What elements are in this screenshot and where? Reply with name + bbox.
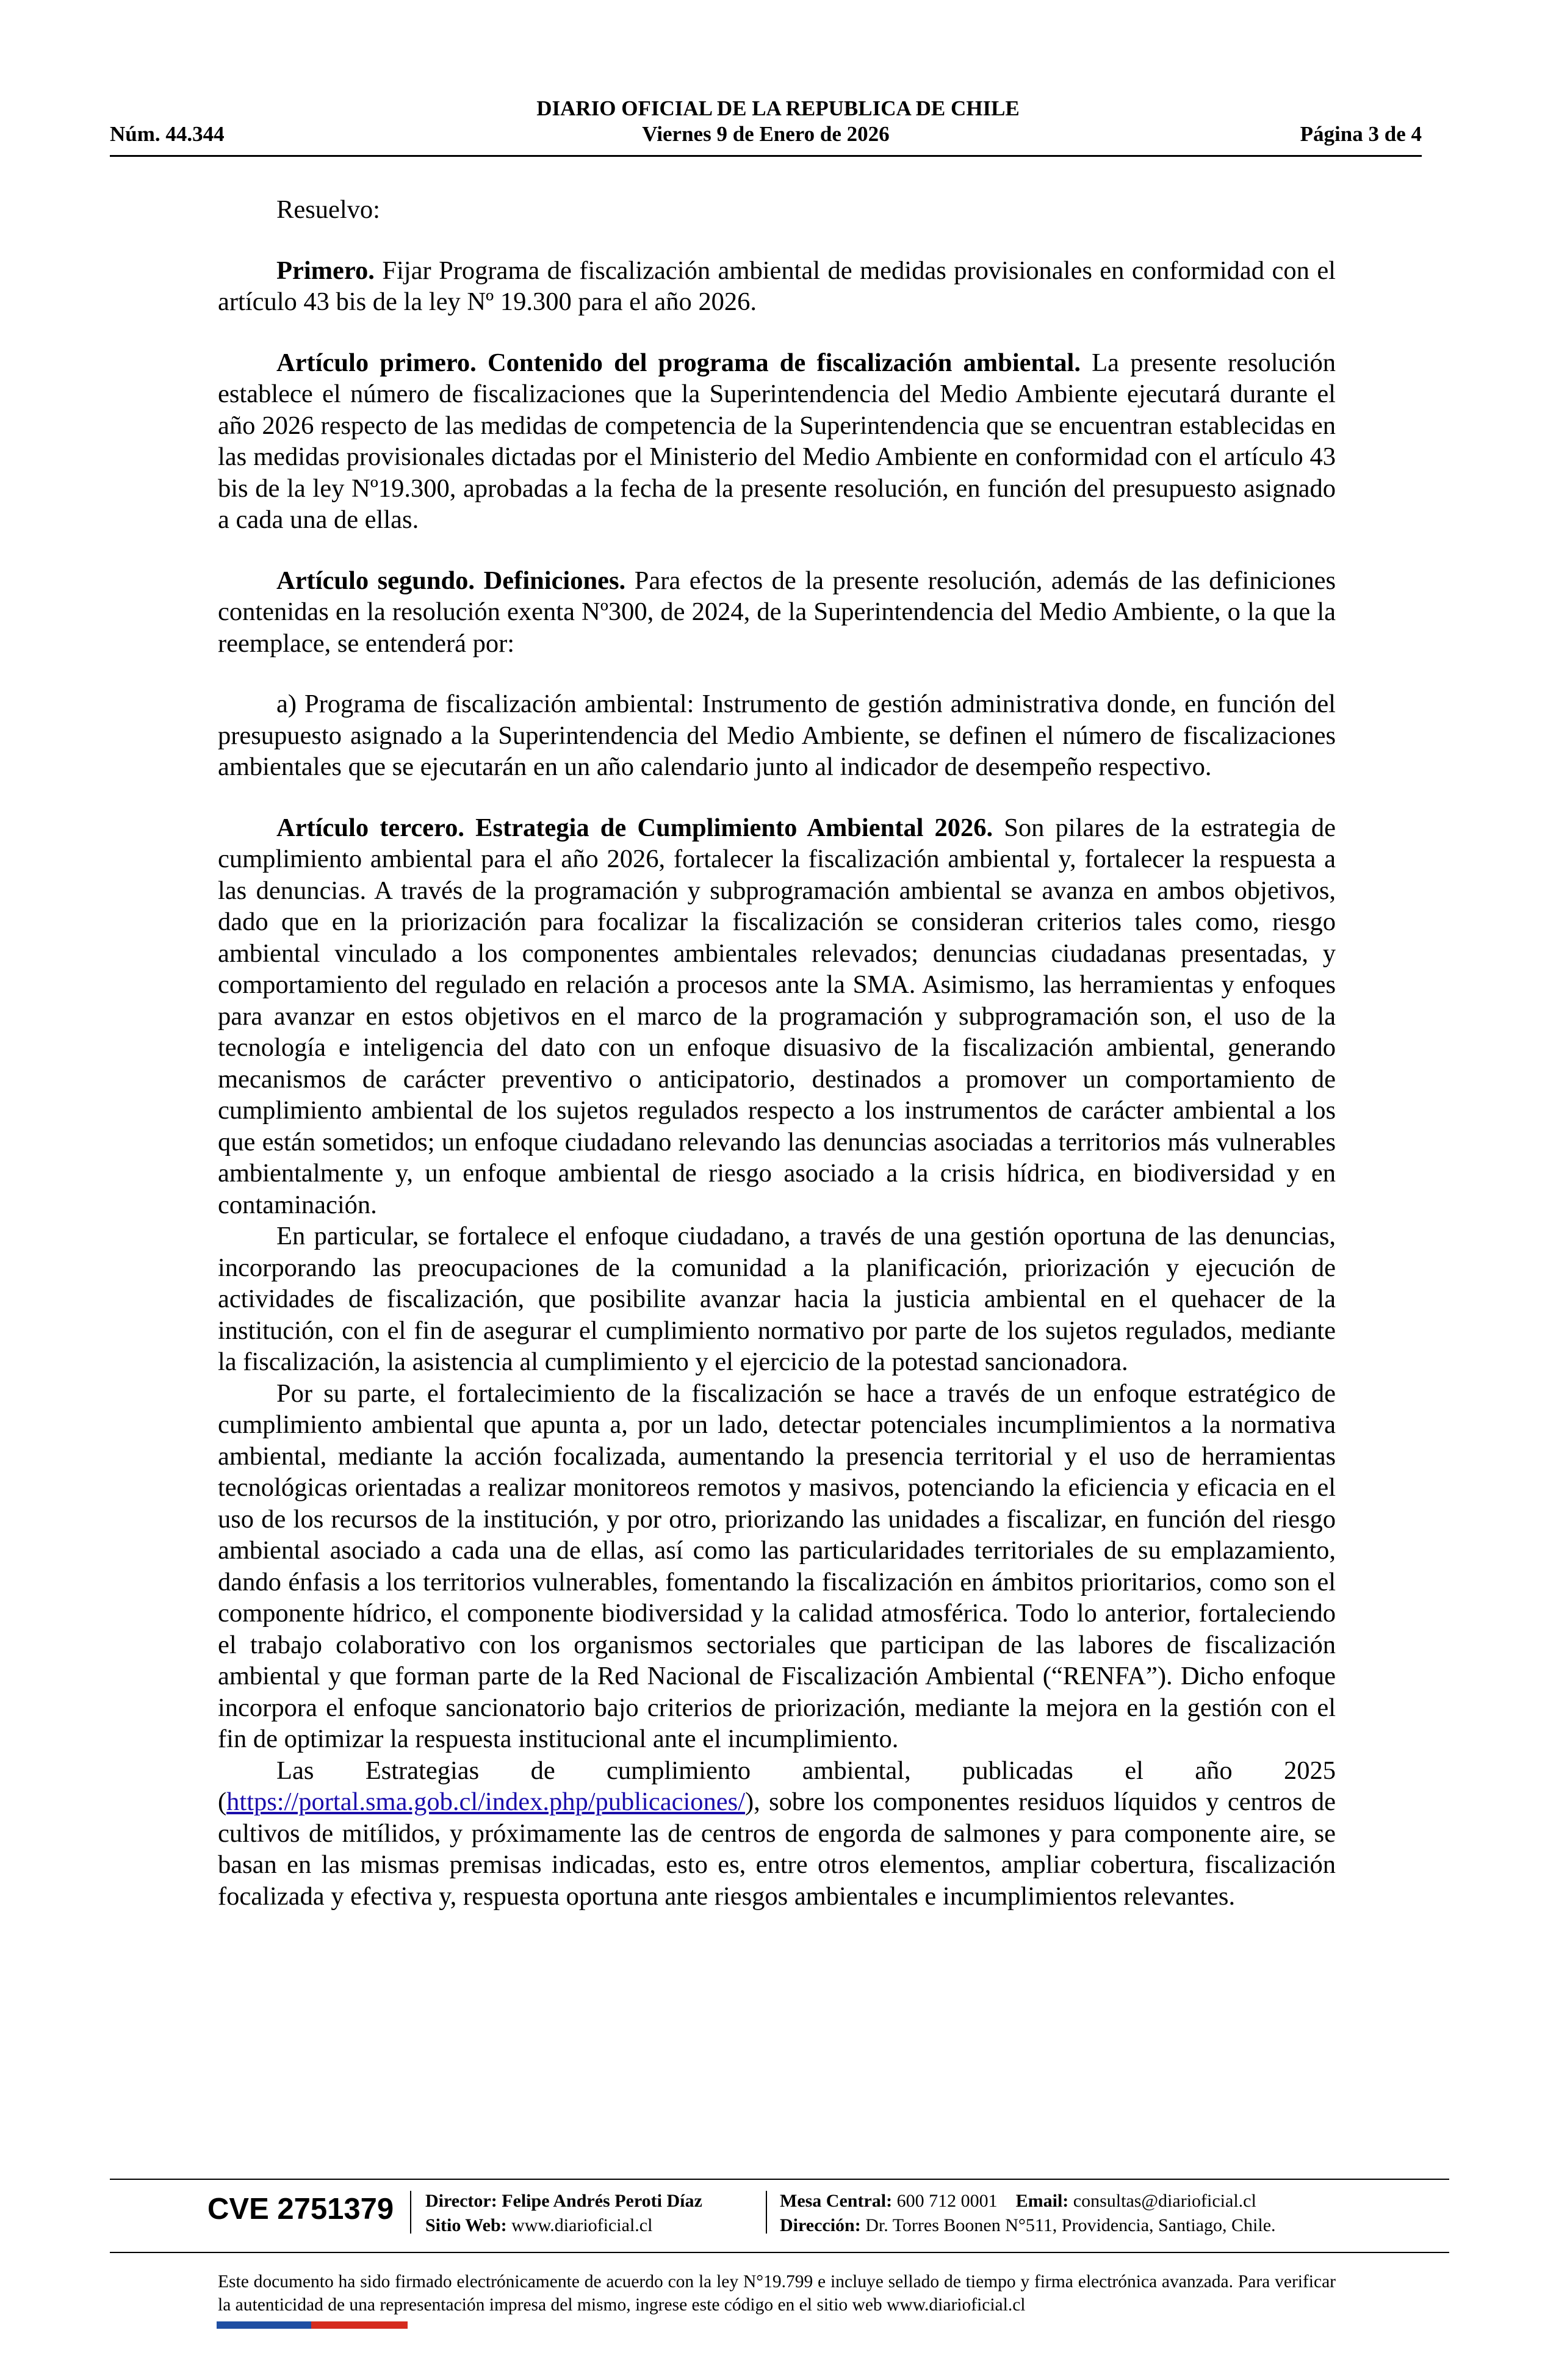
footer-separator [766, 2191, 767, 2234]
address-line [780, 2213, 1276, 2238]
mesa-label: Mesa Central: [780, 2191, 893, 2211]
paragraph-en-particular: En particular, se fortalece el enfoque ciudadano, a través de una gestión oportuna de las denuncias, incorporando las preocupaciones de la comunidad a la planificación, priorización y ejecución de actividades de fiscalización, que posibilite avanzar hacia la justicia ambiental en el quehacer de la institución, con el fin de asegurar el cumplimiento normativo por parte de los sujetos regulados, mediante la fiscalización, la asistencia al cumplimiento y el ejercicio de la potestad sancionadora. [218, 1222, 1336, 1376]
resuelvo-heading: Resuelvo: [276, 195, 380, 224]
flag-stripe-blue [217, 2321, 311, 2329]
page-indicator: Página 3 de 4 [1300, 122, 1422, 146]
primero-text: Fijar Programa de fiscalización ambiental de medidas provisionales en conformidad con el artículo 43 bis de la ley Nº 19.300 para el año 2026. [218, 256, 1336, 316]
email-label: Email: [1015, 2191, 1069, 2211]
articulo-segundo-label: Artículo segundo. Definiciones. [276, 566, 626, 595]
director-line [425, 2189, 702, 2213]
electronic-signature-note: Este documento ha sido firmado electrónicamente de acuerdo con la ley N°19.799 e incluye sellado de tiempo y firma electrónica avanzada. Para verificar la autenticidad de una representación impresa del mismo, ingrese este código en el sitio web www.diarioficial.cl [218, 2272, 1336, 2315]
header-divider [110, 155, 1422, 157]
articulo-primero-text: La presente resolución establece el número de fiscalizaciones que la Superintendencia del Medio Ambiente ejecutará durante el año 2026 respecto de las medidas de competencia de la Superintendencia que se encuentran establecidas en las medidas provisionales dictadas por el Ministerio del Medio Ambiente en conformidad con el artículo 43 bis de la ley Nº19.300, aprobadas a la fecha de la presente resolución, en función del presupuesto asignado a cada una de ellas. [218, 348, 1336, 534]
website-line [425, 2213, 652, 2238]
director-name: Felipe Andrés Peroti Díaz [502, 2191, 702, 2211]
contact-line [780, 2189, 1256, 2213]
estrategias-text-end: ), sobre los componentes residuos líquidos y centros de cultivos de mitílidos, y próximamente las de centros de engorda de salmones y para componente aire, se basan en las mismas premisas indicadas, esto es, entre otros elementos, ampliar cobertura, fiscalización focalizada y efectiva y, respuesta oportuna ante riesgos ambientales e incumplimientos relevantes. [218, 1787, 1336, 1911]
document-body [218, 194, 1336, 1912]
flag-stripe-red [311, 2321, 408, 2329]
footer-top-divider [110, 2179, 1449, 2180]
website-label: Sitio Web: [425, 2215, 507, 2235]
paragraph-articulo-tercero [218, 812, 1336, 1221]
mesa-value: 600 712 0001 [896, 2191, 998, 2211]
paragraph-estrategias [218, 1755, 1336, 1913]
footer-separator [410, 2191, 411, 2234]
articulo-segundo-text: Para efectos de la presente resolución, además de las definiciones contenidas en la resolución exenta Nº300, de 2024, de la Superintendencia del Medio Ambiente, o la que la reemplace, se entenderá por: [218, 566, 1336, 658]
newspaper-title: DIARIO OFICIAL DE LA REPUBLICA DE CHILE [536, 96, 1020, 120]
paragraph-articulo-segundo [218, 565, 1336, 660]
footer-bottom-divider [110, 2252, 1449, 2253]
website-value: www.diarioficial.cl [511, 2215, 653, 2235]
cve-code: CVE 2751379 [207, 2193, 394, 2226]
estrategias-text-start: Las Estrategias de cumplimiento ambiental, publicadas el año 2025 ( [218, 1756, 1336, 1816]
issue-date: Viernes 9 de Enero de 2026 [642, 122, 890, 146]
publicaciones-link[interactable]: https://portal.sma.gob.cl/index.php/publicaciones/ [226, 1787, 746, 1816]
address-value: Dr. Torres Boonen N°511, Providencia, Santiago, Chile. [865, 2215, 1276, 2235]
address-label: Dirección: [780, 2215, 861, 2235]
articulo-tercero-label: Artículo tercero. Estrategia de Cumplimiento Ambiental 2026. [276, 813, 993, 842]
articulo-primero-label: Artículo primero. Contenido del programa de fiscalización ambiental. [276, 348, 1081, 377]
paragraph-por-su-parte: Por su parte, el fortalecimiento de la fiscalización se hace a través de un enfoque estratégico de cumplimiento ambiental que apunta a, por un lado, detectar potenciales incumplimientos a la normativa ambiental, mediante la acción focalizada, aumentando la presencia territorial y el uso de herramientas tecnológicas orientadas a realizar monitoreos remotos y masivos, potenciando la eficiencia y eficacia en el uso de los recursos de la institución, y por otro, priorizando las unidades a fiscalizar, en función del riesgo ambiental asociado a cada una de ellas, así como las particularidades territoriales de su emplazamiento, dando énfasis a los territorios vulnerables, fomentando la fiscalización en ámbitos prioritarios, como son el componente hídrico, el componente biodiversidad y la calidad atmosférica. Todo lo anterior, fortaleciendo el trabajo colaborativo con los organismos sectoriales que participan de las labores de fiscalización ambiental y que forman parte de la Red Nacional de Fiscalización Ambiental (“RENFA”). Dicho enfoque incorpora el enfoque sancionatorio bajo criterios de priorización, mediante la mejora en la gestión con el fin de optimizar la respuesta institucional ante el incumplimiento. [218, 1379, 1336, 1753]
paragraph-primero [218, 255, 1336, 318]
paragraph-articulo-primero [218, 347, 1336, 536]
email-value: consultas@diarioficial.cl [1073, 2191, 1256, 2211]
header-row [110, 122, 1422, 150]
definition-a: a) Programa de fiscalización ambiental: Instrumento de gestión administrativa donde, en función del presupuesto asignado a la Superintendencia del Medio Ambiente, se definen el número de fiscalizaciones ambientales que se ejecutarán en un año calendario junto al indicador de desempeño respectivo. [218, 690, 1336, 781]
articulo-tercero-text: Son pilares de la estrategia de cumplimiento ambiental para el año 2026, fortalecer la fiscalización ambiental y, fortalecer la respuesta a las denuncias. A través de la programación y subprogramación ambiental se avanza en ambos objetivos, dado que en la priorización para focalizar la fiscalización se consideran criterios tales como, riesgo ambiental vinculado a los componentes ambientales relevados; denuncias ciudadanas presentadas, y comportamiento del regulado en relación a procesos ante la SMA. Asimismo, las herramientas y enfoques para avanzar en estos objetivos en el marco de la programación y subprogramación son, el uso de la tecnología e inteligencia del dato con un enfoque disuasivo de la fiscalización ambiental, generando mecanismos de carácter preventivo o anticipatorio, destinados a promover un comportamiento de cumplimiento ambiental de los sujetos regulados respecto a los instrumentos de carácter ambiental a los que están sometidos; un enfoque ciudadano relevando las denuncias asociadas a territorios más vulnerables ambientalmente y, un enfoque ambiental de riesgo asociado a la crisis hídrica, en biodiversidad y en contaminación. [218, 813, 1336, 1219]
director-label: Director: [425, 2191, 497, 2211]
issue-number: Núm. 44.344 [110, 122, 225, 146]
primero-label: Primero. [276, 256, 375, 285]
